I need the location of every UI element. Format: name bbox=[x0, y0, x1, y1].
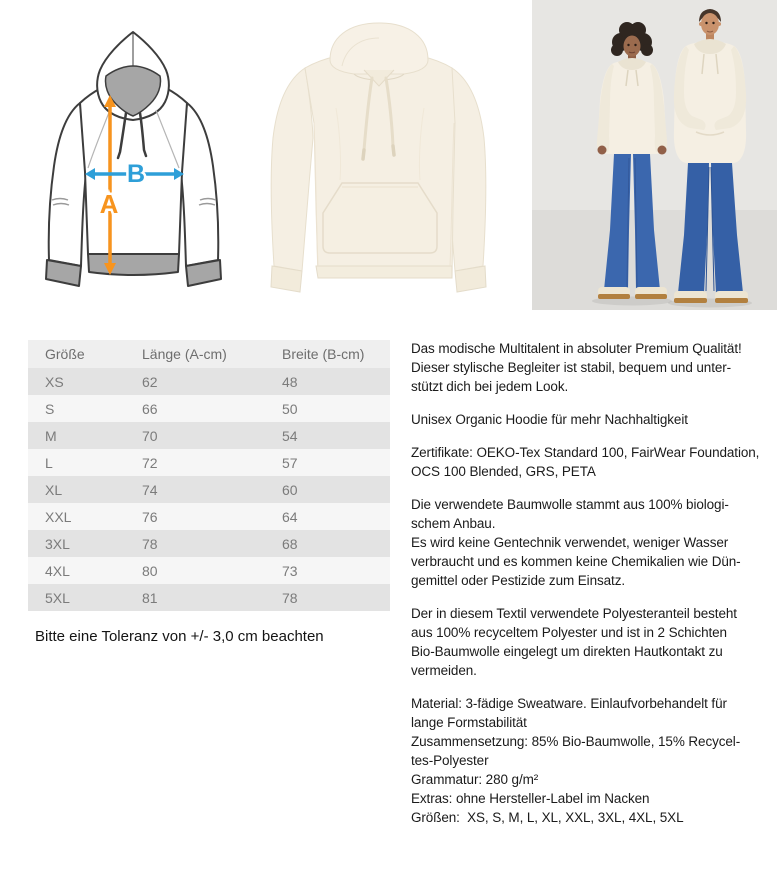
description-line: Der in diesem Textil verwendete Polyesteranteil besteht bbox=[411, 606, 737, 621]
description-line: stützt dich bei jedem Look. bbox=[411, 379, 569, 394]
kangaroo-pocket bbox=[323, 183, 437, 253]
description-line: Dieser stylische Begleiter ist stabil, bequem und unter- bbox=[411, 360, 732, 375]
description-line: Unisex Organic Hoodie für mehr Nachhaltigkeit bbox=[411, 412, 688, 427]
description-line: Zusammensetzung: 85% Bio-Baumwolle, 15% Recycel- bbox=[411, 734, 741, 749]
description-line: Bio-Baumwolle eingelegt um direkten Hautkontakt zu bbox=[411, 644, 723, 659]
size-row-xxl bbox=[28, 503, 390, 530]
width-value: 57 bbox=[282, 454, 298, 471]
width-value: 64 bbox=[282, 508, 298, 525]
width-value: 60 bbox=[282, 481, 298, 498]
description-line: verbraucht und es kommen keine Chemikalien wie Dün- bbox=[411, 554, 741, 569]
description-paragraph bbox=[411, 410, 777, 429]
length-value: 70 bbox=[142, 427, 158, 444]
size-table-body bbox=[28, 368, 390, 611]
size-column-header: Größe bbox=[45, 346, 85, 362]
size-table-header-row bbox=[28, 340, 390, 368]
size-row-s bbox=[28, 395, 390, 422]
length-column-header: Länge (A-cm) bbox=[142, 346, 227, 362]
description-paragraph bbox=[411, 339, 777, 396]
description-line: vermeiden. bbox=[411, 663, 477, 678]
size-label: L bbox=[45, 454, 53, 471]
width-value: 78 bbox=[282, 589, 298, 606]
length-value: 72 bbox=[142, 454, 158, 471]
cream-hoodie bbox=[271, 23, 486, 292]
description-line: Grammatur: 280 g/m² bbox=[411, 772, 539, 787]
description-line: Zertifikate: OEKO-Tex Standard 100, FairWear Foundation, bbox=[411, 445, 760, 460]
size-label: M bbox=[45, 427, 57, 444]
size-label: 3XL bbox=[45, 535, 70, 552]
width-column-header: Breite (B-cm) bbox=[282, 346, 365, 362]
size-label: XS bbox=[45, 373, 64, 390]
width-value: 73 bbox=[282, 562, 298, 579]
length-value: 80 bbox=[142, 562, 158, 579]
length-value: 81 bbox=[142, 589, 158, 606]
description-line: Das modische Multitalent in absoluter Premium Qualität! bbox=[411, 341, 742, 356]
length-value: 62 bbox=[142, 373, 158, 390]
size-label: XL bbox=[45, 481, 63, 498]
size-row-4xl bbox=[28, 557, 390, 584]
size-table bbox=[28, 340, 390, 611]
length-value: 76 bbox=[142, 508, 158, 525]
label-b: B bbox=[126, 160, 146, 188]
description-line: aus 100% recyceltem Polyester und ist in 2 Schichten bbox=[411, 625, 727, 640]
size-diagram-image bbox=[38, 14, 252, 298]
length-value: 66 bbox=[142, 400, 158, 417]
width-value: 54 bbox=[282, 427, 298, 444]
description-paragraph bbox=[411, 495, 777, 590]
product-description bbox=[411, 339, 777, 841]
product-image-hoodie-flat bbox=[256, 8, 504, 308]
size-row-5xl bbox=[28, 584, 390, 611]
description-line: Es wird keine Gentechnik verwendet, weniger Wasser bbox=[411, 535, 729, 550]
size-label: XXL bbox=[45, 508, 72, 525]
size-row-3xl bbox=[28, 530, 390, 557]
description-line: Die verwendete Baumwolle stammt aus 100% biologi- bbox=[411, 497, 729, 512]
description-paragraph bbox=[411, 604, 777, 680]
description-line: Extras: ohne Hersteller-Label im Nacken bbox=[411, 791, 650, 806]
label-a: A bbox=[99, 189, 119, 219]
description-line: gemittel oder Pestizide zum Einsatz. bbox=[411, 573, 625, 588]
size-row-xl bbox=[28, 476, 390, 503]
description-line: schem Anbau. bbox=[411, 516, 496, 531]
description-line: OCS 100 Blended, GRS, PETA bbox=[411, 464, 596, 479]
description-paragraph bbox=[411, 694, 777, 827]
width-value: 48 bbox=[282, 373, 298, 390]
length-value: 74 bbox=[142, 481, 158, 498]
tolerance-note: Bitte eine Toleranz von +/- 3,0 cm beachten bbox=[35, 628, 324, 645]
width-value: 50 bbox=[282, 400, 298, 417]
width-value: 68 bbox=[282, 535, 298, 552]
size-row-l bbox=[28, 449, 390, 476]
hoodie-line-drawing bbox=[46, 32, 221, 286]
size-label: S bbox=[45, 400, 55, 417]
size-label: 5XL bbox=[45, 589, 70, 606]
size-row-m bbox=[28, 422, 390, 449]
size-row-xs bbox=[28, 368, 390, 395]
description-line: Größen: XS, S, M, L, XL, XXL, 3XL, 4XL, 5XL bbox=[411, 810, 684, 825]
size-label: 4XL bbox=[45, 562, 70, 579]
description-paragraph bbox=[411, 443, 777, 481]
product-image-models bbox=[532, 0, 777, 310]
description-line: Material: 3-fädige Sweatware. Einlaufvorbehandelt für bbox=[411, 696, 727, 711]
description-line: lange Formstabilität bbox=[411, 715, 527, 730]
length-value: 78 bbox=[142, 535, 158, 552]
description-line: tes-Polyester bbox=[411, 753, 489, 768]
